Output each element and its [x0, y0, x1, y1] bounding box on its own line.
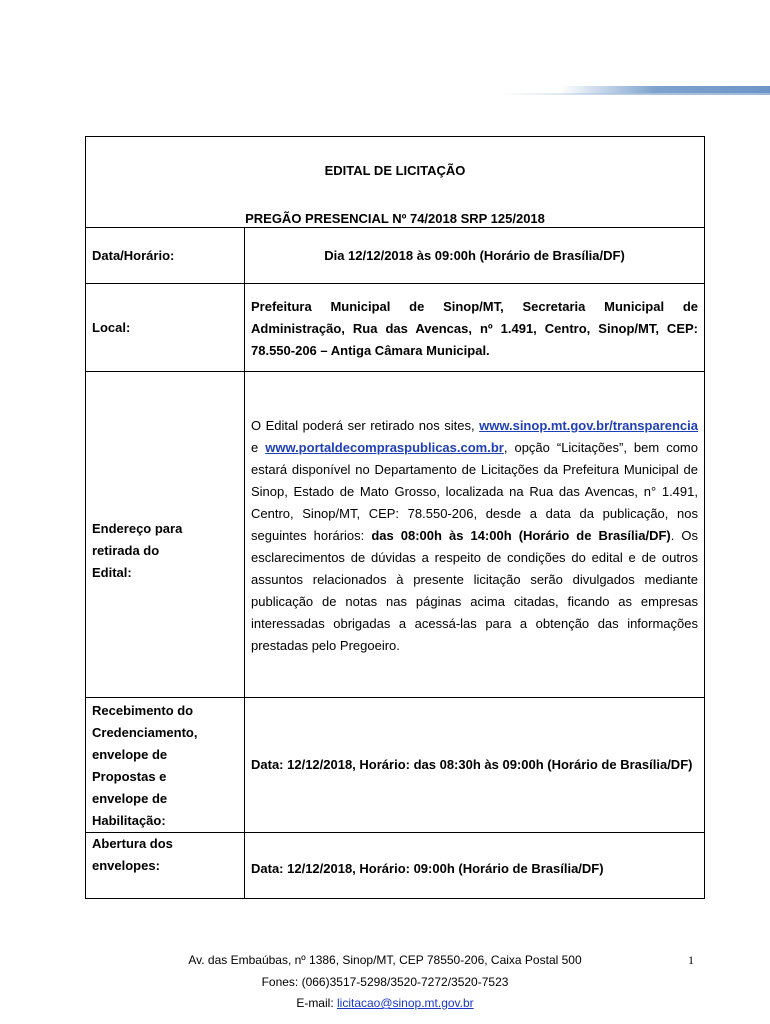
label-recebimento-line4: Propostas e: [92, 769, 167, 784]
label-endereco-line3: Edital:: [92, 564, 132, 580]
row-endereco: [86, 372, 705, 698]
label-abertura: [86, 833, 245, 899]
label-abertura-line2: envelopes:: [92, 858, 160, 873]
row-data-horario: [86, 228, 705, 284]
row-abertura: [86, 833, 705, 899]
footer-email-link[interactable]: licitacao@sinop.mt.gov.br: [336, 996, 474, 1010]
endereco-text-1: O Edital poderá ser retirado nos sites,: [251, 417, 480, 433]
label-abertura-line1: Abertura dos: [92, 836, 173, 851]
header-decorative-line: [500, 93, 770, 95]
page-number: 1: [688, 953, 694, 967]
label-endereco-line2: retirada do: [92, 542, 160, 558]
label-recebimento-line1: Recebimento do: [92, 703, 194, 718]
edital-table: [85, 136, 705, 899]
label-recebimento-line3: envelope de: [92, 747, 168, 762]
document-subtitle: PREGÃO PRESENCIAL Nº 74/2018 SRP 125/2018: [245, 210, 545, 226]
endereco-text-4: . Os esclarecimentos de dúvidas a respeito de condições do edital e de outros assuntos relacionados à presente licitação serão divulgados mediante publicação de notas nas páginas acima citadas, ficando as empresas interessadas obrigadas a acessá-las para a obtenção das informações prestadas pelo Pregoeiro.: [251, 527, 699, 653]
endereco-text-3: , opção “Licitações”, bem como estará disponível no Departamento de Licitações da Prefeitura Municipal de Sinop, Estado de Mato Grosso, localizada na Rua das Avencas, n° 1.491, Centro, Sinop/MT, CEP: 78.550-206, desde a data da publicação, nos seguintes horários:: [251, 439, 698, 543]
row-recebimento: [86, 698, 705, 833]
value-endereco: [245, 372, 705, 698]
row-local: [86, 284, 705, 372]
endereco-text-2: e: [251, 439, 266, 455]
title-row: [86, 137, 705, 228]
value-abertura: Data: 12/12/2018, Horário: 09:00h (Horário de Brasília/DF): [245, 833, 705, 899]
title-cell: [86, 137, 705, 228]
label-recebimento-line6: Habilitação:: [92, 813, 166, 828]
link-portal-compras[interactable]: www.portaldecompraspublicas.com.br: [265, 439, 504, 455]
label-recebimento-line5: envelope de: [92, 791, 168, 806]
label-recebimento-line2: Credenciamento,: [92, 725, 198, 740]
endereco-hours: das 08:00h às 14:00h (Horário de Brasília/DF): [371, 527, 671, 543]
document-title: EDITAL DE LICITAÇÃO: [324, 162, 466, 178]
label-data-horario: Data/Horário:: [86, 228, 245, 284]
footer-address: Av. das Embaúbas, nº 1386, Sinop/MT, CEP 78550-206, Caixa Postal 500: [188, 953, 582, 967]
link-sinop-transparencia[interactable]: www.sinop.mt.gov.br/transparencia: [479, 417, 698, 433]
value-local: Prefeitura Municipal de Sinop/MT, Secretaria Municipal de Administração, Rua das Avencas, nº 1.491, Centro, Sinop/MT, CEP: 78.550-206 – Antiga Câmara Municipal.: [245, 284, 705, 372]
label-recebimento: [86, 698, 245, 833]
footer-phones: Fones: (066)3517-5298/3520-7272/3520-7523: [261, 975, 509, 989]
footer-email-label: E-mail:: [296, 996, 337, 1010]
label-endereco: [86, 372, 245, 698]
value-recebimento: Data: 12/12/2018, Horário: das 08:30h às 09:00h (Horário de Brasília/DF): [245, 698, 705, 833]
label-local: Local:: [86, 284, 245, 372]
value-data-horario: Dia 12/12/2018 às 09:00h (Horário de Brasília/DF): [245, 228, 705, 284]
label-endereco-line1: Endereço para: [92, 520, 183, 536]
footer-email-line: [0, 996, 770, 1010]
